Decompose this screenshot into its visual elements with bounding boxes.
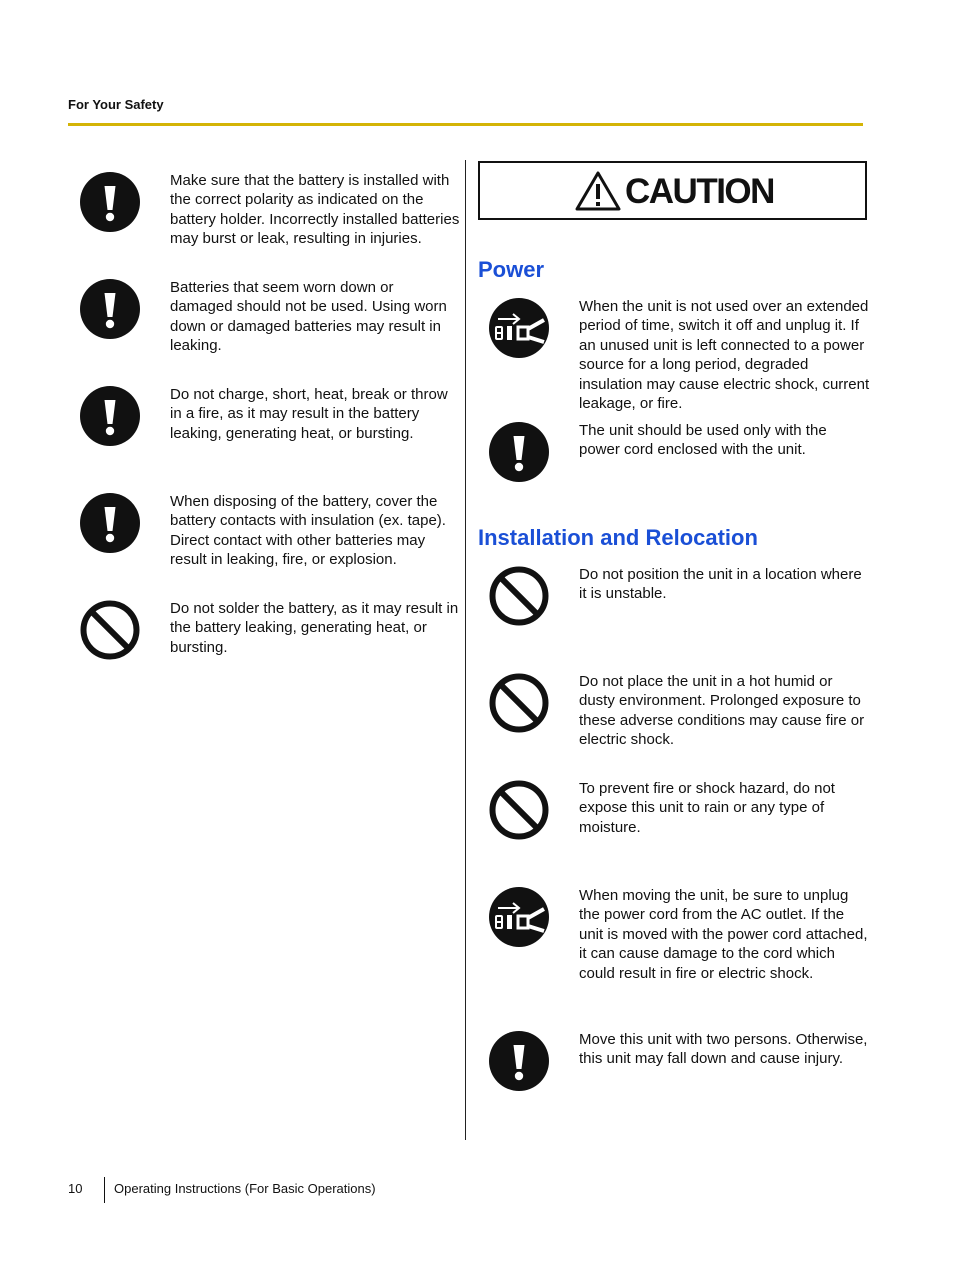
left-item-text: Batteries that seem worn down or damaged should not be used. Using worn down or damaged batteries may result in leaking. xyxy=(170,279,447,355)
footer-doc-title: Operating Instructions (For Basic Operations) xyxy=(114,1181,376,1196)
page-number: 10 xyxy=(68,1181,83,1196)
mandatory-icon xyxy=(489,422,549,482)
prohibition-icon xyxy=(489,780,549,840)
mandatory-icon xyxy=(80,172,140,232)
left-item-text: Do not solder the battery, as it may result in the battery leaking, generating heat, or bursting. xyxy=(170,600,459,656)
installation-item-text: Do not position the unit in a location where it is unstable. xyxy=(579,566,862,603)
left-item-text: Do not charge, short, heat, break or throw in a fire, as it may result in the battery leaking, generating heat, or bursting. xyxy=(170,386,448,442)
prohibition-icon xyxy=(489,566,549,626)
prohibition-icon xyxy=(489,673,549,733)
caution-label: CAUTION xyxy=(625,172,774,211)
header-rule xyxy=(68,123,863,126)
warning-triangle-icon xyxy=(574,170,622,212)
mandatory-icon xyxy=(80,493,140,553)
installation-item-text: To prevent fire or shock hazard, do not expose this unit to rain or any type of moisture. xyxy=(579,780,835,836)
mandatory-icon xyxy=(80,386,140,446)
section-title-power: Power xyxy=(478,257,545,282)
power-item-text: When the unit is not used over an extended period of time, switch it off and unplug it. If an unused unit is left connected to a power source for a long period, degraded insulation may cause electric shock, current leakage, or fire. xyxy=(579,298,870,413)
left-item-text: When disposing of the battery, cover the battery contacts with insulation (ex. tape). Direct contact with other batteries may result in leaking, fire, or explosion. xyxy=(170,493,446,569)
mandatory-icon xyxy=(80,279,140,339)
caution-banner xyxy=(478,161,867,220)
unplug-icon xyxy=(489,298,549,358)
unplug-icon xyxy=(489,887,549,947)
header-title: For Your Safety xyxy=(68,97,164,112)
mandatory-icon xyxy=(489,1031,549,1091)
prohibition-icon xyxy=(80,600,140,660)
left-item-text: Make sure that the battery is installed with the correct polarity as indicated on the battery holder. Incorrectly installed batteries may burst or leak, resulting in injuries. xyxy=(170,172,460,248)
section-title-installation: Installation and Relocation xyxy=(478,525,758,550)
footer-divider xyxy=(104,1177,105,1203)
installation-item-text: Do not place the unit in a hot humid or dusty environment. Prolonged exposure to these adverse conditions may cause fire or electric shock. xyxy=(579,673,865,749)
installation-item-text: When moving the unit, be sure to unplug the power cord from the AC outlet. If the unit is moved with the power cord attached, it can cause damage to the cord which could result in fire or electric shock. xyxy=(579,887,868,982)
installation-item-text: Move this unit with two persons. Otherwise, this unit may fall down and cause injury. xyxy=(579,1031,868,1068)
power-item-text: The unit should be used only with the power cord enclosed with the unit. xyxy=(579,422,827,459)
column-divider xyxy=(465,160,466,1140)
